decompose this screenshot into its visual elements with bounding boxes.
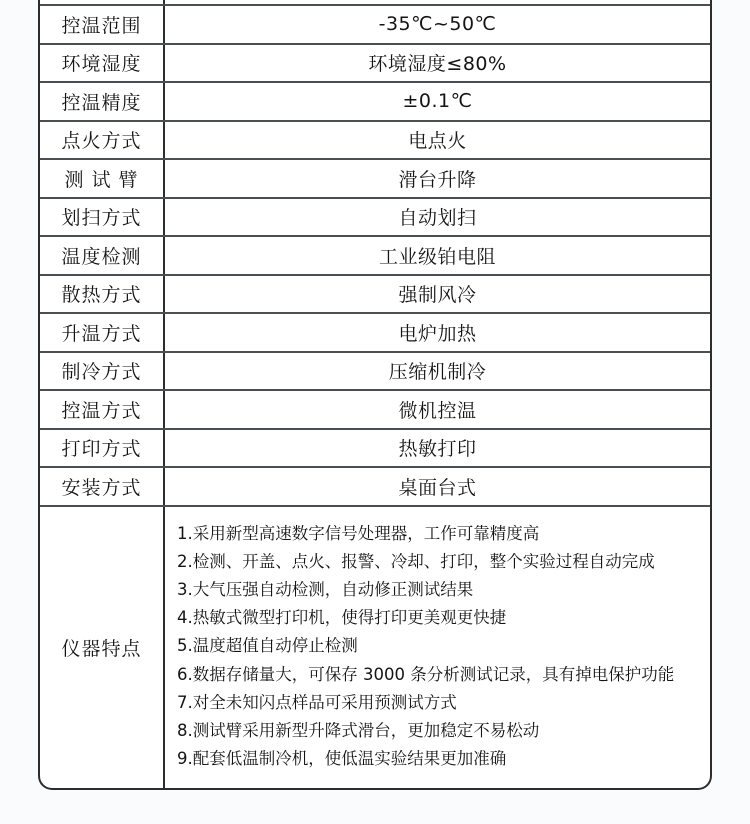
spec-row [40,391,710,430]
feature-item: 1.采用新型高速数字信号处理器，工作可靠精度高 [177,523,540,543]
feature-item: 8.测试臂采用新型升降式滑台，更加稳定不易松动 [177,720,540,740]
spec-label: 打印方式 [40,430,165,467]
spec-table [38,0,712,790]
feature-item: 2.检测、开盖、点火、报警、冷却、打印，整个实验过程自动完成 [177,551,655,571]
spec-label: 控温精度 [40,83,165,120]
spec-value: 微机控温 [398,399,477,422]
spec-value: 滑台升降 [398,168,477,191]
feature-item: 6.数据存储量大，可保存 3000 条分析测试记录，具有掉电保护功能 [177,664,675,684]
feature-item: 5.温度超值自动停止检测 [177,636,358,656]
spec-row [40,45,710,84]
spec-value: -35℃~50℃ [378,13,497,36]
spec-label: 点火方式 [40,122,165,159]
spec-label [40,0,165,4]
spec-row [40,6,710,45]
spec-row [40,468,710,507]
spec-label: 划扫方式 [40,199,165,236]
spec-row [40,122,710,161]
spec-row [40,314,710,353]
feature-item: 9.配套低温制冷机，使低温实验结果更加准确 [177,749,507,769]
features-list [165,507,710,789]
spec-value: 电炉加热 [398,322,477,345]
spec-label: 控温范围 [40,6,165,43]
spec-value [165,0,710,4]
spec-value: 强制风冷 [398,284,477,307]
spec-row [40,430,710,469]
spec-label: 测 试 臂 [40,160,165,197]
feature-item: 7.对全未知闪点样品可采用预测试方式 [177,692,457,712]
spec-row [40,237,710,276]
spec-label: 温度检测 [40,237,165,274]
feature-item: 4.热敏式微型打印机，使得打印更美观更快捷 [177,608,507,628]
spec-label: 制冷方式 [40,353,165,390]
spec-label: 环境湿度 [40,45,165,82]
spec-label: 控温方式 [40,391,165,428]
spec-value: 自动划扫 [398,207,477,230]
spec-label: 安装方式 [40,468,165,505]
spec-value: 压缩机制冷 [388,361,487,384]
spec-value: 桌面台式 [398,476,477,499]
spec-row [40,353,710,392]
spec-value: 工业级铂电阻 [378,245,496,268]
spec-value: 环境湿度≤80% [368,53,507,76]
spec-row [40,160,710,199]
spec-label: 散热方式 [40,276,165,313]
spec-row [40,199,710,238]
spec-value: 热敏打印 [398,438,477,461]
spec-row [40,83,710,122]
spec-label: 升温方式 [40,314,165,351]
feature-item: 3.大气压强自动检测，自动修正测试结果 [177,579,474,599]
features-row [40,507,710,789]
spec-value: 电点火 [408,130,467,153]
spec-row [40,276,710,315]
spec-value: ±0.1℃ [402,90,473,113]
features-label: 仪器特点 [40,507,165,789]
